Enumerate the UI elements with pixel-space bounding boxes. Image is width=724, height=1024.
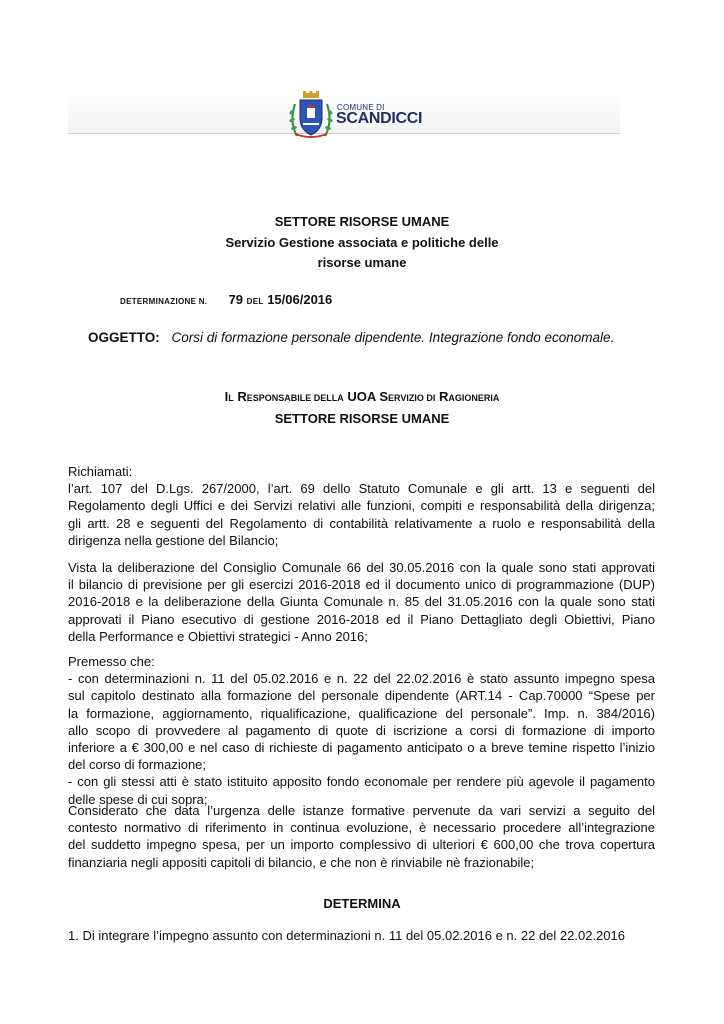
service-title-line2: risorse umane (317, 255, 407, 270)
determination-del: DEL (246, 297, 264, 306)
paragraph-premesso: Premesso che: - con determinazioni n. 11 del 05.02.2016 e n. 22 del 22.02.2016 è stato assunto impegno spesa sul capitolo destinato alla formazione del personale dipendente (ART.14 - Cap.70000 “Spese per la formazione, aggiornamento, riqualificazione, qualificazione del personale”. Imp. n. 384/2016) allo scopo di provvedere al pagamento di quote di iscrizione a corsi di formazione di importo inferiore a € 300,00 e nel caso di richieste di pagamento anticipato o a breve temine rispetto l’inizio del corso di formazione; - con gli stessi atti è stato istituito apposito fondo economale per rendere più agevole il pagamento delle spese di cui sopra; (68, 654, 655, 807)
determina-item-1: 1. Di integrare l’impegno assunto con determinazioni n. 11 del 05.02.2016 e n. 22 del 22.02.2016 (68, 928, 625, 943)
determina-heading: DETERMINA (323, 896, 401, 911)
service-title-line1: Servizio Gestione associata e politiche delle (225, 235, 499, 250)
paragraph-vista: Vista la deliberazione del Consiglio Comunale 66 del 30.05.2016 con la quale sono stati approvati il bilancio di previsione per gli esercizi 2016-2018 ed il documento unico di programmazione (DUP) 2016-2018 e la deliberazione della Giunta Comunale n. 85 del 31.05.2016 con la quale sono stati approvati il Piano esecutivo di gestione 2016-2018 ed il Piano Dettagliato degli Obiettivi, Piano della Performance e Obiettivi strategici - Anno 2016; (68, 560, 655, 644)
determination-line (120, 292, 332, 307)
sector-title: SETTORE RISORSE UMANE (274, 214, 450, 229)
determination-prefix: DETERMINAZIONE N. (120, 297, 208, 306)
paragraph-richiamati: Richiamati: l’art. 107 del D.Lgs. 267/2000, l’art. 69 dello Statuto Comunale e gli artt. 13 e seguenti del Regolamento degli Uffici e dei Servizi relativi alle funzioni, compiti e responsabilità della dirigenza; gli artt. 28 e seguenti del Regolamento di contabilità relativamente a ruolo e responsabilità della dirigenza nella gestione del Bilancio; (68, 464, 655, 548)
determination-date: 15/06/2016 (267, 292, 333, 307)
responsible-sector: SETTORE RISORSE UMANE (274, 411, 450, 426)
responsible-heading: IL RESPONSABILE DELLA UOA SERVIZIO DI RAGIONERIA (224, 389, 500, 404)
logo-caption-small: COMUNE DI (337, 103, 385, 112)
subject-text: Corsi di formazione personale dipendente. Integrazione fondo economale. (171, 330, 615, 345)
paragraph-considerato: Considerato che data l’urgenza delle istanze formative pervenute da vari servizi a seguito del contesto normativo di riferimento in continua evoluzione, è necessario procedere all’integrazione del suddetto impegno spesa, per un importo complessivo di ulteriori € 600,00 che trova copertura finanziaria negli appositi capitoli di bilancio, e che non è rinviabile nè frazionabile; (68, 803, 655, 870)
subject-label: OGGETTO: (88, 330, 160, 345)
determination-number: 79 (228, 292, 244, 307)
logo-caption-name: SCANDICCI (336, 110, 423, 127)
subject (88, 330, 614, 345)
